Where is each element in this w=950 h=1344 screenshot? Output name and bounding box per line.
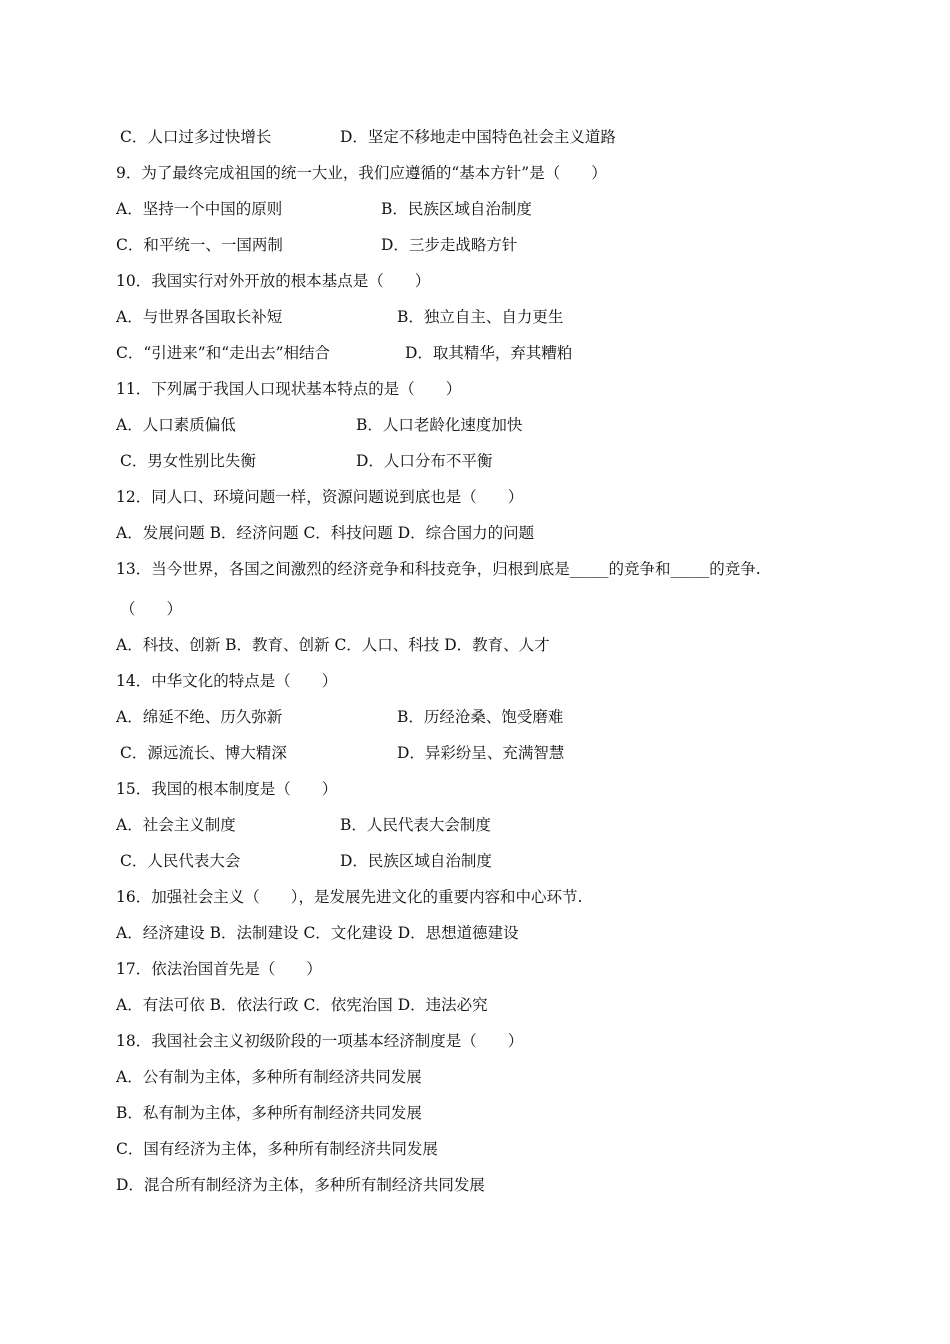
q9-option-b: B．民族区域自治制度 [381,200,532,218]
q13-stem: 13．当今世界，各国之间激烈的经济竞争和科技竞争，归根到底是_____的竞争和_____的竞争. [116,560,761,578]
q11-option-a: A．人口素质偏低 [116,416,236,434]
q18-option-a: A．公有制为主体，多种所有制经济共同发展 [116,1068,422,1086]
q14-stem: 14．中华文化的特点是（ ） [116,672,338,690]
q9-option-c: C．和平统一、一国两制 [116,236,283,254]
q8-option-d: D．坚定不移地走中国特色社会主义道路 [340,128,616,146]
q13-options: A．科技、创新 B．教育、创新 C．人口、科技 D．教育、人才 [116,636,550,654]
q14-option-d: D．异彩纷呈、充满智慧 [397,744,565,762]
q10-option-a: A．与世界各国取长补短 [116,308,283,326]
q9-option-d: D．三步走战略方针 [381,236,518,254]
q11-option-b: B．人口老龄化速度加快 [356,416,523,434]
q16-options: A．经济建设 B．法制建设 C．文化建设 D．思想道德建设 [116,924,519,942]
q15-option-b: B．人民代表大会制度 [340,816,491,834]
q10-stem: 10．我国实行对外开放的根本基点是（ ） [116,272,431,290]
q9-stem: 9．为了最终完成祖国的统一大业，我们应遵循的“基本方针”是（ ） [116,164,607,182]
q12-options: A．发展问题 B．经济问题 C．科技问题 D．综合国力的问题 [116,524,535,542]
q8-option-c: C．人口过多过快增长 [120,128,272,146]
q10-option-b: B．独立自主、自力更生 [397,308,564,326]
q15-stem: 15．我国的根本制度是（ ） [116,780,338,798]
q10-option-c: C．“引进来”和“走出去”相结合 [116,344,331,362]
q14-option-b: B．历经沧桑、饱受磨难 [397,708,564,726]
q13-answer-paren: （ ） [120,600,183,618]
q18-stem: 18．我国社会主义初级阶段的一项基本经济制度是（ ） [116,1032,524,1050]
q18-option-b: B．私有制为主体，多种所有制经济共同发展 [116,1104,422,1122]
q18-option-c: C．国有经济为主体，多种所有制经济共同发展 [116,1140,438,1158]
q10-option-d: D．取其精华，弃其糟粕 [405,344,573,362]
q11-option-d: D．人口分布不平衡 [356,452,493,470]
q14-option-a: A．绵延不绝、历久弥新 [116,708,283,726]
q17-options: A．有法可依 B．依法行政 C．依宪治国 D．违法必究 [116,996,488,1014]
q15-option-d: D．民族区域自治制度 [340,852,492,870]
q11-option-c: C．男女性别比失衡 [120,452,256,470]
q16-stem: 16．加强社会主义（ ），是发展先进文化的重要内容和中心环节. [116,888,583,906]
q14-option-c: C．源远流长、博大精深 [120,744,287,762]
q18-option-d: D．混合所有制经济为主体，多种所有制经济共同发展 [116,1176,485,1194]
q15-option-c: C．人民代表大会 [120,852,241,870]
q9-option-a: A．坚持一个中国的原则 [116,200,283,218]
q15-option-a: A．社会主义制度 [116,816,236,834]
q17-stem: 17．依法治国首先是（ ） [116,960,322,978]
q12-stem: 12．同人口、环境问题一样，资源问题说到底也是（ ） [116,488,524,506]
q11-stem: 11．下列属于我国人口现状基本特点的是（ ） [116,380,462,398]
